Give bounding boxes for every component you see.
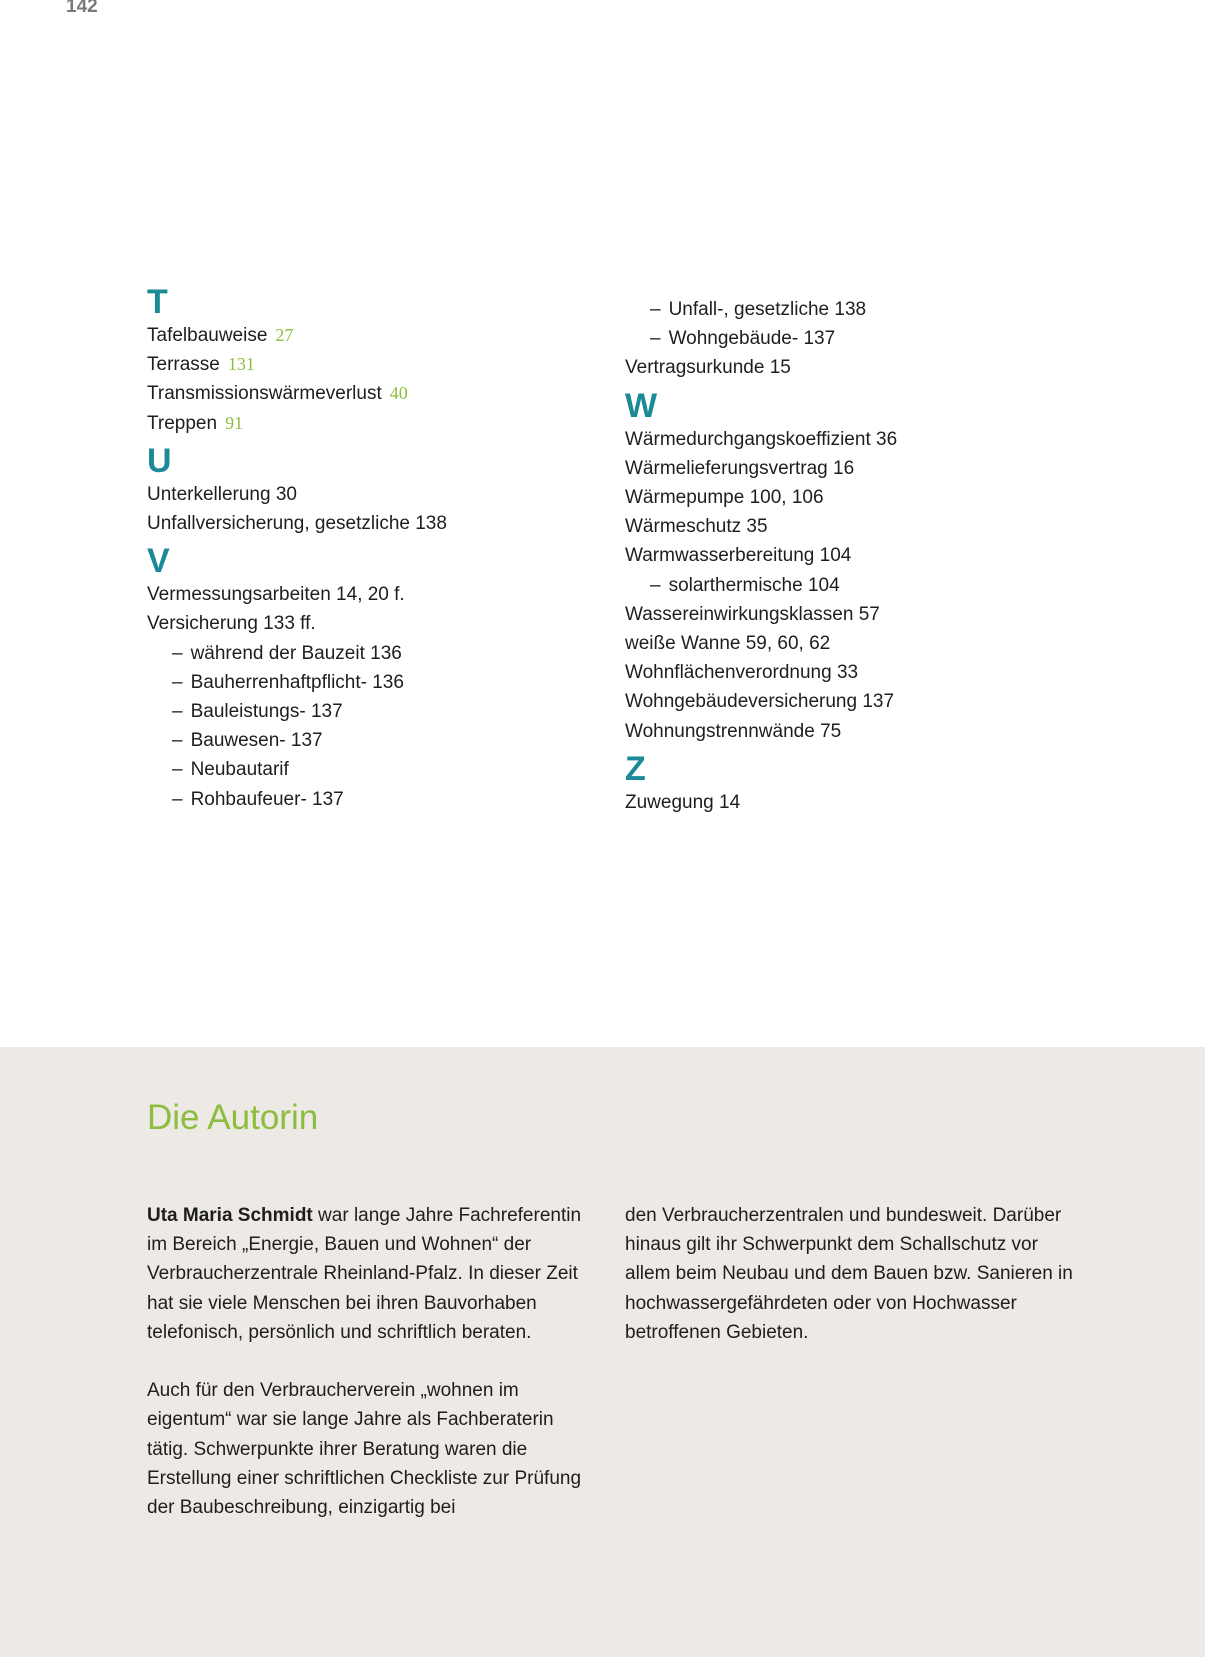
index-entry [625,425,1105,454]
index-entry [147,480,587,509]
subentry-dash: – [172,788,183,810]
index-entry [625,687,1105,716]
page-number: 142 [66,0,98,17]
author-paragraph-3: den Verbraucherzentralen und bundesweit. Darüber hinaus gilt ihr Schwerpunkt dem Schallschutz vor allem beim Neubau und dem Bauen bzw. Sanieren in hochwassergefährdeten oder von Hochwasser betroffenen Gebieten. [625,1205,1073,1343]
index-subentry [147,726,587,755]
author-paragraph-1 [147,1201,587,1347]
index-entry-page: 40 [389,383,408,404]
index-entry-page: 131 [227,354,255,375]
index-entry [625,483,1105,512]
index-entry-text: Zuwegung 14 [625,791,741,813]
index-entry [625,629,1105,658]
index-entry-text: Wohnungstrennwände 75 [625,720,842,742]
index-entry-page: 91 [225,412,244,433]
index-letter-heading: W [625,386,658,425]
index-entry-text: während der Bauzeit 136 [190,642,402,664]
index-subentry [147,668,587,697]
index-entry-text: Wohnflächenverordnung 33 [625,662,859,684]
index-entry [625,788,1105,817]
author-text-right [625,1201,1085,1347]
index-entry-text: Wohngebäude- 137 [668,328,836,350]
subentry-dash: – [172,759,183,781]
author-paragraph-1-text: war lange Jahre Fachreferentin im Bereich „Energie, Bauen und Wohnen“ der Verbraucherzentrale Rheinland-Pfalz. In dieser Zeit hat sie viele Menschen bei ihren Bauvorhaben telefonisch, persönlich und schriftlich beraten. [147,1205,582,1343]
index-subentry [147,785,587,814]
index-entry-text: Unterkellerung 30 [147,483,297,505]
index-letter-heading: Z [625,749,646,788]
index-subentry [147,639,587,668]
index-entry [147,409,587,438]
index-entry-text: Tafelbauweise [147,325,268,346]
index-entry-text: Transmissionswärmeverlust [147,383,382,405]
subentry-dash: – [650,328,661,350]
subentry-dash: – [650,574,661,596]
index-subentry [625,571,1105,600]
index-entry [147,609,587,638]
index-entry [147,350,587,379]
index-subentry [147,697,587,726]
index-entry [625,717,1105,746]
index-letter-heading: V [147,542,170,581]
index-subentry [147,755,587,784]
index-entry-text: Terrasse [147,354,220,376]
index-column-left [147,283,587,814]
index-entry-text: weiße Wanne 59, 60, 62 [625,633,831,655]
index-entry [625,600,1105,629]
index-letter-heading: T [147,283,168,321]
author-text-left [147,1201,587,1522]
index-entry-text: Vertragsurkunde 15 [625,357,791,379]
index-entry [147,379,587,408]
index-entry [147,321,587,350]
index-letter-heading: U [147,441,172,480]
author-name: Uta Maria Schmidt [147,1205,313,1226]
index-entry-page: 27 [275,325,294,345]
index-entry-text: Neubautarif [190,759,289,781]
index-entry-text: Warmwasserbereitung 104 [625,545,852,567]
author-paragraph-2: Auch für den Verbraucherverein „wohnen im eigentum“ war sie lange Jahre als Fachberaterin tätig. Schwerpunkte ihrer Beratung waren die Erstellung einer schriftlichen Checkliste zur Prüfung der Baubeschreibung, einzigartig bei [147,1380,582,1519]
index-entry-text: Vermessungsarbeiten 14, 20 f. [147,584,405,606]
index-entry-text: Unfall-, gesetzliche 138 [668,299,867,320]
index-entry-text: Bauherrenhaftpflicht- 136 [190,671,404,693]
index-entry-text: Unfallversicherung, gesetzliche 138 [147,513,447,535]
index-entry-text: solarthermische 104 [668,574,840,596]
subentry-dash: – [650,299,661,320]
index-entry-text: Bauleistungs- 137 [190,701,343,723]
author-heading: Die Autorin [147,1098,319,1137]
index-entry-text: Wärmepumpe 100, 106 [625,487,824,509]
author-section [0,1047,1205,1657]
index-entry-text: Wohngebäudeversicherung 137 [625,691,895,713]
index-entry [147,580,587,609]
index-entry-text: Versicherung 133 ff. [147,613,316,635]
index-entry-text: Rohbaufeuer- 137 [190,788,344,810]
index-entry-text: Wassereinwirkungsklassen 57 [625,603,880,625]
subentry-dash: – [172,671,183,693]
subentry-dash: – [172,701,183,723]
index-entry [625,658,1105,687]
index-entry-text: Bauwesen- 137 [190,730,323,752]
subentry-dash: – [172,642,183,664]
index-entry-text: Wärmeschutz 35 [625,516,768,538]
index-entry-text: Wärmedurchgangskoeffizient 36 [625,428,898,450]
index-entry [625,512,1105,541]
index-entry-text: Wärmelieferungsvertrag 16 [625,457,855,479]
index-column-right [625,295,1105,817]
index-entry-text: Treppen [147,412,218,434]
index-subentry [625,324,1105,353]
index-entry [147,509,587,538]
index-entry [625,541,1105,570]
index-entry [625,353,1105,382]
index-entry [625,454,1105,483]
subentry-dash: – [172,730,183,752]
index-subentry [625,295,1105,324]
